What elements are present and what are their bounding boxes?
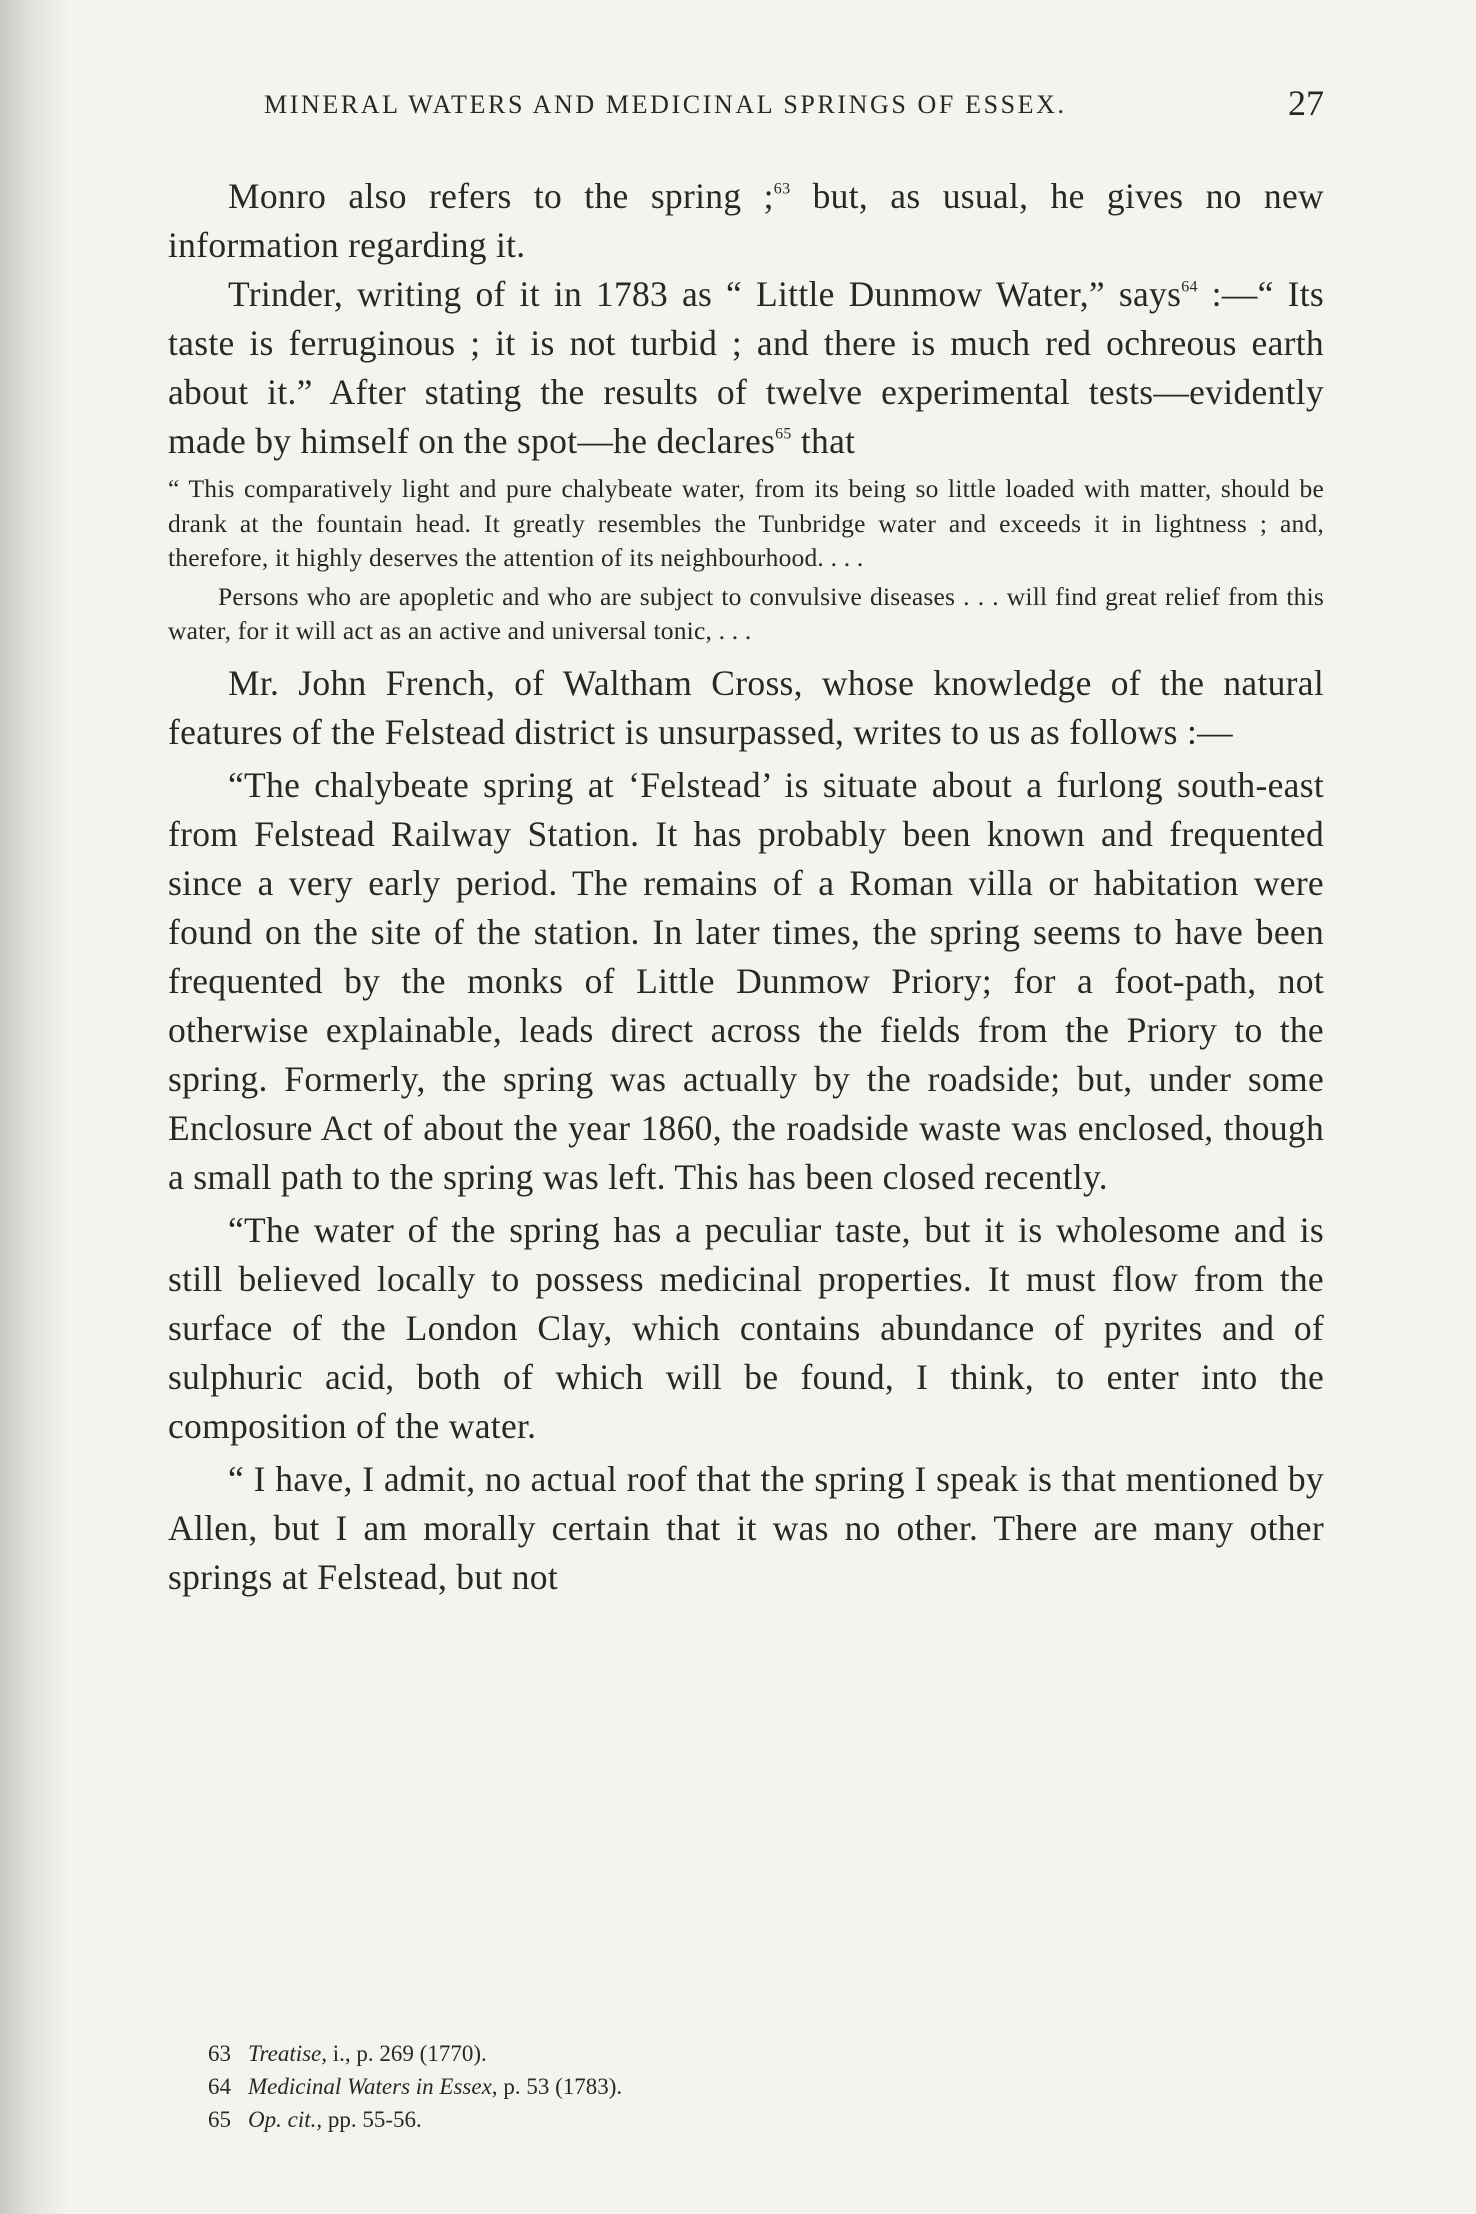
footnote-detail: i., p. 269 (1770). [327,2041,487,2066]
block-quote-1: “ This comparatively light and pure chalybeate water, from its being so little loaded with matter, should be drank at the fountain head. It greatly resembles the Tunbridge water and exceeds it in lightness ; and, therefore, it highly deserves the attention of its neighbourhood. . . . [168,474,1324,572]
paragraph-text: but, as usual, he gives no new information regarding it. [168,176,1324,265]
paragraph-text: that [791,421,856,461]
paragraph-chalybeate-spring: “The chalybeate spring at ‘Felstead’ is situate about a furlong south-east from Felstead Railway Station. It has probably been known and frequented since a very early period. The remains of a Roman villa or habitation were found on the site of the station. In later times, the spring seems to have been frequented by the monks of Little Dunmow Priory; for a foot-path, not otherwise explainable, leads direct across the fields from the Priory to the spring. Formerly, the spring was actually by the roadside; but, under some Enclosure Act of about the year 1860, the roadside waste was enclosed, though a small path to the spring was left. This has been closed recently. [168,764,1324,1197]
paragraph-text: :—“ Its taste is ferruginous ; it is not turbid ; and there is much red ochreous earth about it.” After stating the results of twelve experimental tests—evidently made by himself on the spot—he declares [168,274,1324,461]
paragraph-trinder [168,270,1324,466]
footnotes [208,2037,1208,2136]
block-quote-2: Persons who are apopletic and who are subject to convulsive diseases . . . will find great relief from this water, for it will act as an active and universal tonic, . . . [168,581,1324,645]
paragraph-text: Monro also refers to the spring ; [228,176,774,216]
footnote-title: Op. cit., [248,2107,323,2132]
footnote-detail: p. 53 (1783). [497,2074,623,2099]
footnote-number: 63 [208,2041,231,2066]
footnote-ref-64: 64 [1181,278,1198,296]
footnote-64 [208,2070,1208,2103]
footnote-number: 65 [208,2107,231,2132]
footnote-number: 64 [208,2074,231,2099]
running-head [264,82,1324,132]
footnote-title: Treatise, [248,2041,328,2066]
footnote-ref-65: 65 [775,425,792,443]
footnote-detail: pp. 55-56. [322,2107,422,2132]
paragraph-text: Trinder, writing of it in 1783 as “ Little Dunmow Water,” says [228,274,1182,314]
paragraph-monro [168,172,1324,270]
running-title: MINERAL WATERS AND MEDICINAL SPRINGS OF ESSEX. [264,90,1067,119]
footnote-title: Medicinal Waters in Essex, [248,2074,498,2099]
page-gutter-shadow [0,0,70,2214]
footnote-ref-63: 63 [773,180,791,198]
page-number: 27 [1288,83,1324,123]
paragraph-french: Mr. John French, of Waltham Cross, whose knowledge of the natural features of the Felstead district is unsurpassed, writes to us as follows :— [168,662,1324,752]
footnote-63 [208,2037,1208,2070]
paragraph-water-taste: “The water of the spring has a peculiar taste, but it is wholesome and is still believed locally to possess medicinal properties. It must flow from the surface of the London Clay, which contains abundance of pyrites and of sulphuric acid, both of which will be found, I think, to enter into the composition of the water. [168,1209,1324,1446]
footnote-65 [208,2103,1208,2136]
paragraph-admission: “ I have, I admit, no actual roof that the spring I speak is that mentioned by Allen, but I am morally certain that it was no other. There are many other springs at Felstead, but not [168,1458,1324,1597]
book-page [168,82,1324,2162]
body-text [168,172,1324,1602]
